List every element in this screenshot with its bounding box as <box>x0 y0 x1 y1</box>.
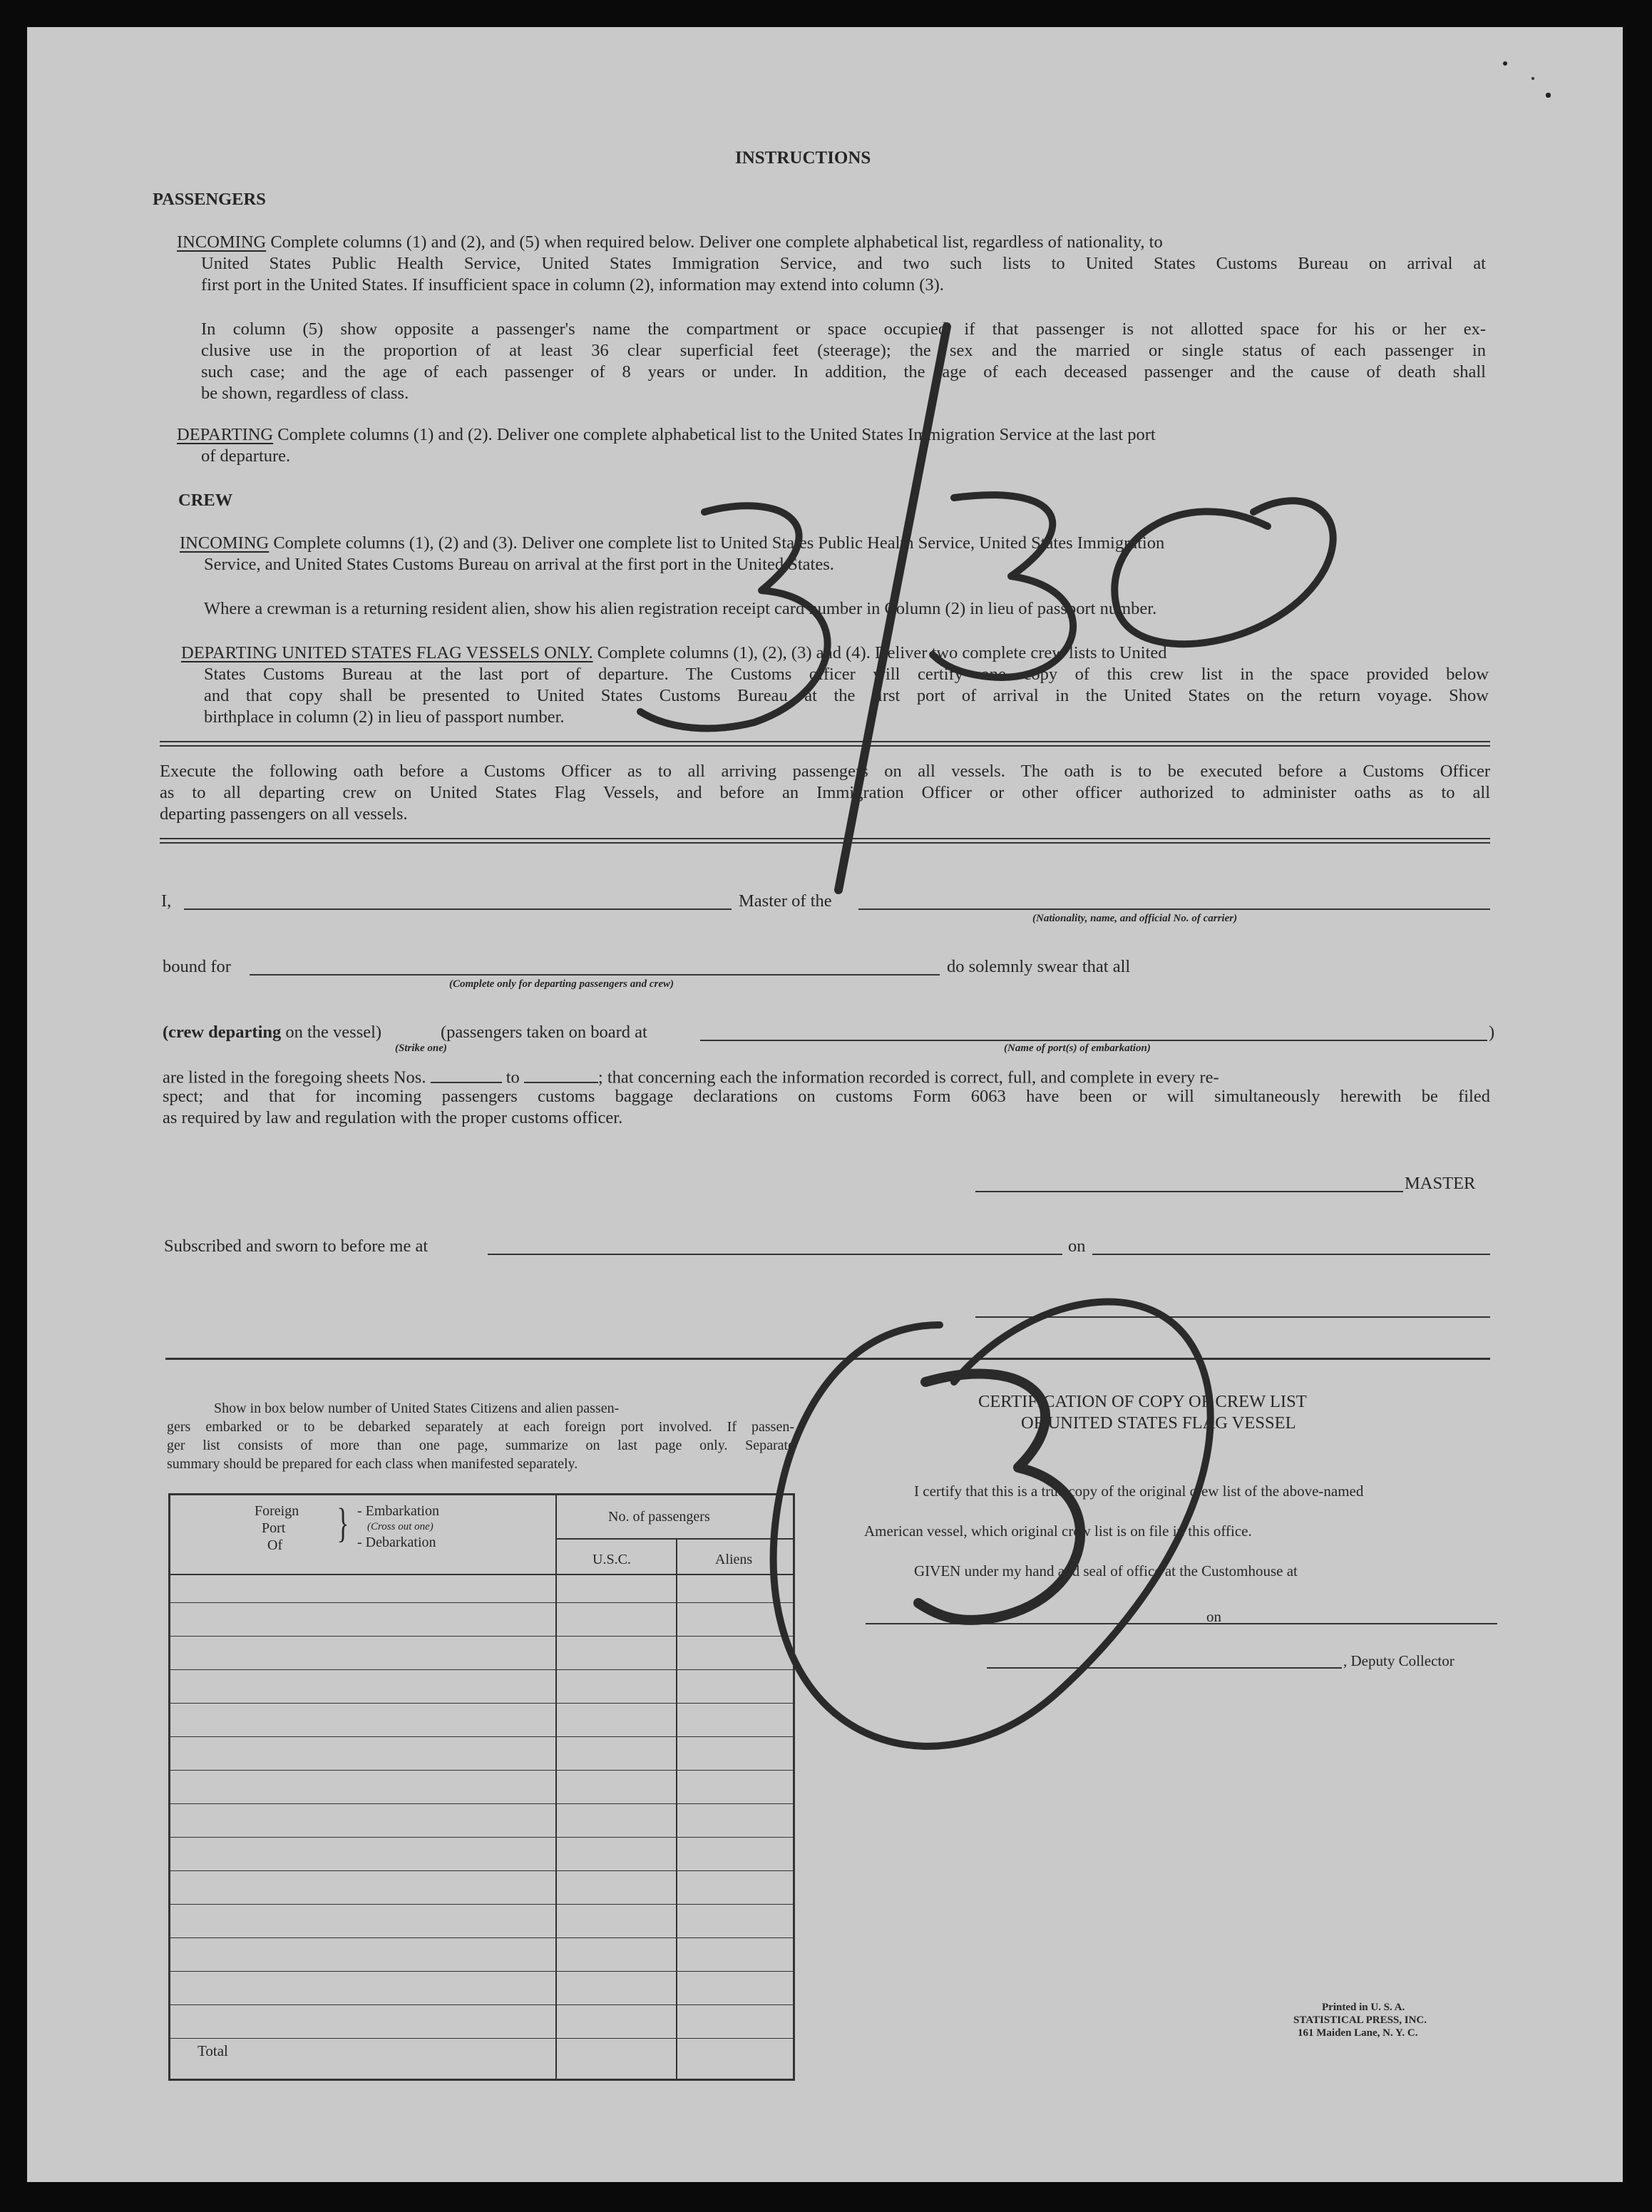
aliens-header: Aliens <box>715 1552 753 1567</box>
foreign-label: Foreign <box>255 1503 299 1519</box>
sworn-on-label: on <box>1068 1236 1086 1256</box>
handwritten-circled-number <box>774 1302 1211 1746</box>
master-label: MASTER <box>1405 1174 1476 1193</box>
passengers-incoming-text-2: United States Public Health Service, United States Immigration Service, and two such lists to United States Customs Bureau on arrival at <box>201 254 1486 273</box>
of-label: Of <box>267 1537 283 1553</box>
summary-instructions-3: ger list consists of more than one page, summarize on last page only. Separate <box>167 1438 794 1453</box>
complete-only-caption: (Complete only for departing passengers and crew) <box>449 978 674 990</box>
oath-i: I, <box>161 891 172 911</box>
crew-departing-text-2: States Customs Bureau at the last port of departure. The Customs officer will certify one copy of this crew list in the space provided below <box>204 665 1489 684</box>
instructions-title: INSTRUCTIONS <box>735 148 871 168</box>
no-of-passengers-header: No. of passengers <box>608 1509 710 1525</box>
crew-incoming-label: INCOMING <box>180 533 270 553</box>
scan-speck <box>1546 93 1551 98</box>
crew-heading: CREW <box>178 491 233 510</box>
column5-line-3: such case; and the age of each passenger of 8 years or under. In addition, the age of each deceased passenger and the cause of death shall <box>201 362 1486 382</box>
passengers-taken-option[interactable]: (passengers taken on board at <box>441 1023 647 1042</box>
certification-title-2: OF UNITED STATES FLAG VESSEL <box>1021 1413 1296 1433</box>
crew-departing-text-4: birthplace in column (2) in lieu of passport number. <box>204 707 565 727</box>
oath-instructions-line-2: as to all departing crew on United States Flag Vessels, and before an Immigration Officer or other officer authorized to administer oaths as to all <box>160 783 1490 802</box>
printer-line-2: STATISTICAL PRESS, INC. <box>1293 2014 1427 2026</box>
printer-line-1: Printed in U. S. A. <box>1322 2002 1405 2013</box>
handwritten-sheet-number <box>640 327 1333 890</box>
document-page <box>27 27 1623 2182</box>
master-of-the-label: Master of the <box>739 891 832 911</box>
passengers-heading: PASSENGERS <box>153 190 266 209</box>
printer-line-3: 161 Maiden Lane, N. Y. C. <box>1298 2027 1418 2039</box>
listed-text-rest: ; that concerning each the information recorded is correct, full, and complete in every re- <box>597 1067 1219 1087</box>
crew-departing-option[interactable]: (crew departing <box>163 1023 282 1042</box>
port-caption: (Name of port(s) of embarkation) <box>1004 1043 1151 1054</box>
listed-text-3: as required by law and regulation with the proper customs officer. <box>163 1108 623 1127</box>
passengers-incoming-label: INCOMING <box>177 232 267 252</box>
resident-alien-text: Where a crewman is a returning resident alien, show his alien registration receipt card number in Column (2) in lieu of passport number. <box>204 599 1157 618</box>
debarkation-option[interactable]: - Debarkation <box>357 1535 436 1550</box>
summary-instructions-4: summary should be prepared for each class when manifested separately. <box>167 1456 578 1472</box>
scan-speck <box>1532 77 1534 80</box>
deputy-collector-label: , Deputy Collector <box>1343 1652 1455 1669</box>
cross-out-caption: (Cross out one) <box>367 1521 433 1532</box>
crew-departing-label: DEPARTING UNITED STATES FLAG VESSELS ONLY. <box>181 643 593 662</box>
brace-icon: } <box>337 1500 349 1546</box>
close-paren: ) <box>1489 1023 1495 1042</box>
column5-line-1: In column (5) show opposite a passenger's name the compartment or space occupied if that passenger is not allotted space for his or her ex- <box>201 319 1486 339</box>
scan-speck <box>1503 61 1507 66</box>
bound-for-label: bound for <box>163 957 231 976</box>
crew-departing-text-3: and that copy shall be presented to United States Customs Bureau at the first port of arrival in the United States on the return voyage. Show <box>204 686 1489 705</box>
oath-instructions-line-1: Execute the following oath before a Customs Officer as to all arriving passengers on all vessels. The oath is to be executed before a Customs Officer <box>160 762 1490 781</box>
passengers-incoming-text: Complete columns (1) and (2), and (5) when required below. Deliver one complete alphabetical list, regardless of nationality, to <box>270 232 1163 252</box>
listed-to: to <box>506 1067 520 1087</box>
strike-one-caption: (Strike one) <box>395 1043 447 1054</box>
summary-instructions-2: gers embarked or to be debarked separately at each foreign port involved. If passen- <box>167 1419 794 1435</box>
solemnly-swear-text: do solemnly swear that all <box>947 957 1131 976</box>
crew-incoming-text-2: Service, and United States Customs Bureau on arrival at the first port in the United States. <box>204 555 834 574</box>
passengers-departing-text-2: of departure. <box>201 446 291 466</box>
column5-line-4: be shown, regardless of class. <box>201 384 409 403</box>
total-label: Total <box>197 2042 228 2059</box>
certification-text-2: American vessel, which original crew list is on file in this office. <box>864 1522 1252 1540</box>
subscribed-label: Subscribed and sworn to before me at <box>164 1236 429 1256</box>
certification-on-label: on <box>1206 1608 1221 1625</box>
summary-instructions-1: Show in box below number of United States Citizens and alien passen- <box>214 1401 620 1416</box>
on-the-vessel-text: on the vessel) <box>281 1023 382 1042</box>
crew-departing-text: Complete columns (1), (2), (3) and (4). Deliver two complete crew lists to United <box>597 643 1167 662</box>
handwriting-overlay <box>27 27 1623 2182</box>
usc-header: U.S.C. <box>592 1552 631 1567</box>
embarkation-option[interactable]: - Embarkation <box>357 1503 439 1519</box>
certification-title-1: CERTIFICATION OF COPY OF CREW LIST <box>978 1392 1307 1411</box>
listed-text-1: are listed in the foregoing sheets Nos. <box>163 1067 426 1087</box>
passengers-departing-text: Complete columns (1) and (2). Deliver one complete alphabetical list to the United States Immigration Service at the last port <box>277 425 1156 444</box>
crew-incoming-text: Complete columns (1), (2) and (3). Deliver one complete list to United States Public Health Service, United States Immigration <box>273 533 1165 553</box>
column5-line-2: clusive use in the proportion of at least 36 clear superficial feet (steerage); the sex and the married or single status of each passenger in <box>201 341 1486 360</box>
listed-text-2: spect; and that for incoming passengers customs baggage declarations on customs Form 6063 have been or will simultaneously herewith be filed <box>163 1087 1490 1106</box>
nationality-caption: (Nationality, name, and official No. of carrier) <box>1032 913 1238 924</box>
passengers-departing-label: DEPARTING <box>177 425 274 444</box>
certification-text-3: GIVEN under my hand and seal of office at the Customhouse at <box>914 1562 1298 1579</box>
passengers-incoming-text-3: first port in the United States. If insufficient space in column (2), information may extend into column (3). <box>201 275 944 295</box>
oath-instructions-line-3: departing passengers on all vessels. <box>160 804 408 824</box>
port-label: Port <box>262 1520 286 1536</box>
certification-text-1: I certify that this is a true copy of the original crew list of the above-named <box>914 1483 1364 1500</box>
